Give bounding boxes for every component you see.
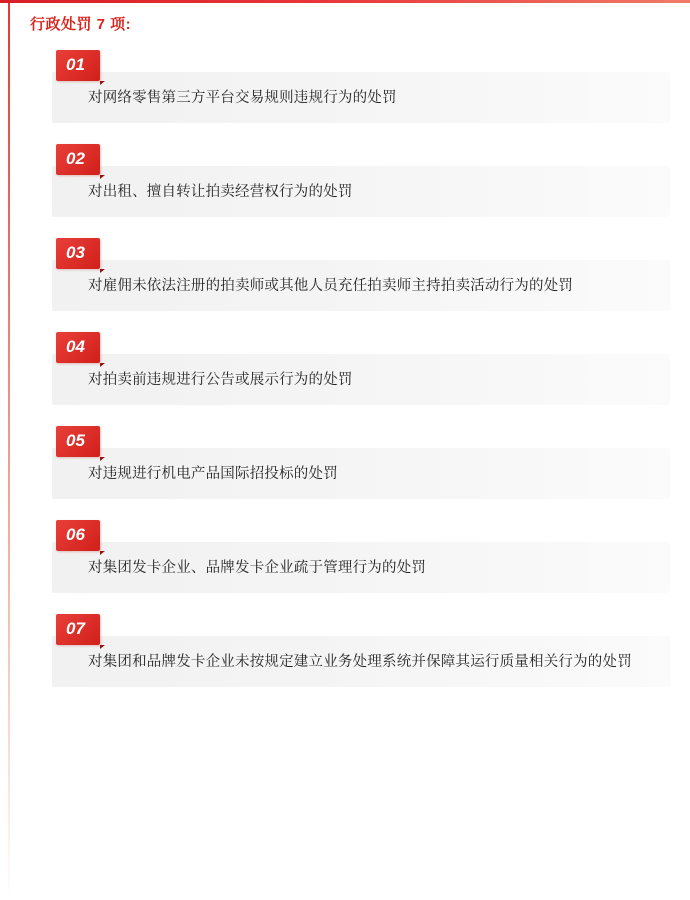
item-text: 对出租、擅自转让拍卖经营权行为的处罚 — [88, 184, 353, 200]
item-bar — [52, 636, 670, 687]
item-number-badge: 01 — [56, 50, 100, 81]
item-bar — [52, 354, 670, 405]
item-number-badge: 02 — [56, 144, 100, 175]
list-item — [28, 50, 670, 123]
item-bar — [52, 166, 670, 217]
item-bar — [52, 542, 670, 593]
item-number-badge: 05 — [56, 426, 100, 457]
item-number-badge: 03 — [56, 238, 100, 269]
item-text: 对网络零售第三方平台交易规则违规行为的处罚 — [88, 90, 397, 106]
item-bar — [52, 448, 670, 499]
list-item — [28, 238, 670, 311]
item-text: 对集团发卡企业、品牌发卡企业疏于管理行为的处罚 — [88, 560, 427, 576]
list-item — [28, 426, 670, 499]
page-title: 行政处罚 7 项: — [30, 16, 132, 33]
list-item — [28, 520, 670, 593]
content-area — [8, 0, 690, 900]
list-item — [28, 614, 670, 687]
list-item — [28, 144, 670, 217]
item-number-badge: 07 — [56, 614, 100, 645]
item-text: 对违规进行机电产品国际招投标的处罚 — [88, 466, 338, 482]
list-item — [28, 332, 670, 405]
item-bar — [52, 260, 670, 311]
item-bar — [52, 72, 670, 123]
item-text: 对集团和品牌发卡企业未按规定建立业务处理系统并保障其运行质量相关行为的处罚 — [88, 654, 632, 670]
item-text: 对拍卖前违规进行公告或展示行为的处罚 — [88, 372, 353, 388]
item-number-badge: 04 — [56, 332, 100, 363]
item-text: 对雇佣未依法注册的拍卖师或其他人员充任拍卖师主持拍卖活动行为的处罚 — [88, 278, 574, 294]
item-number-badge: 06 — [56, 520, 100, 551]
